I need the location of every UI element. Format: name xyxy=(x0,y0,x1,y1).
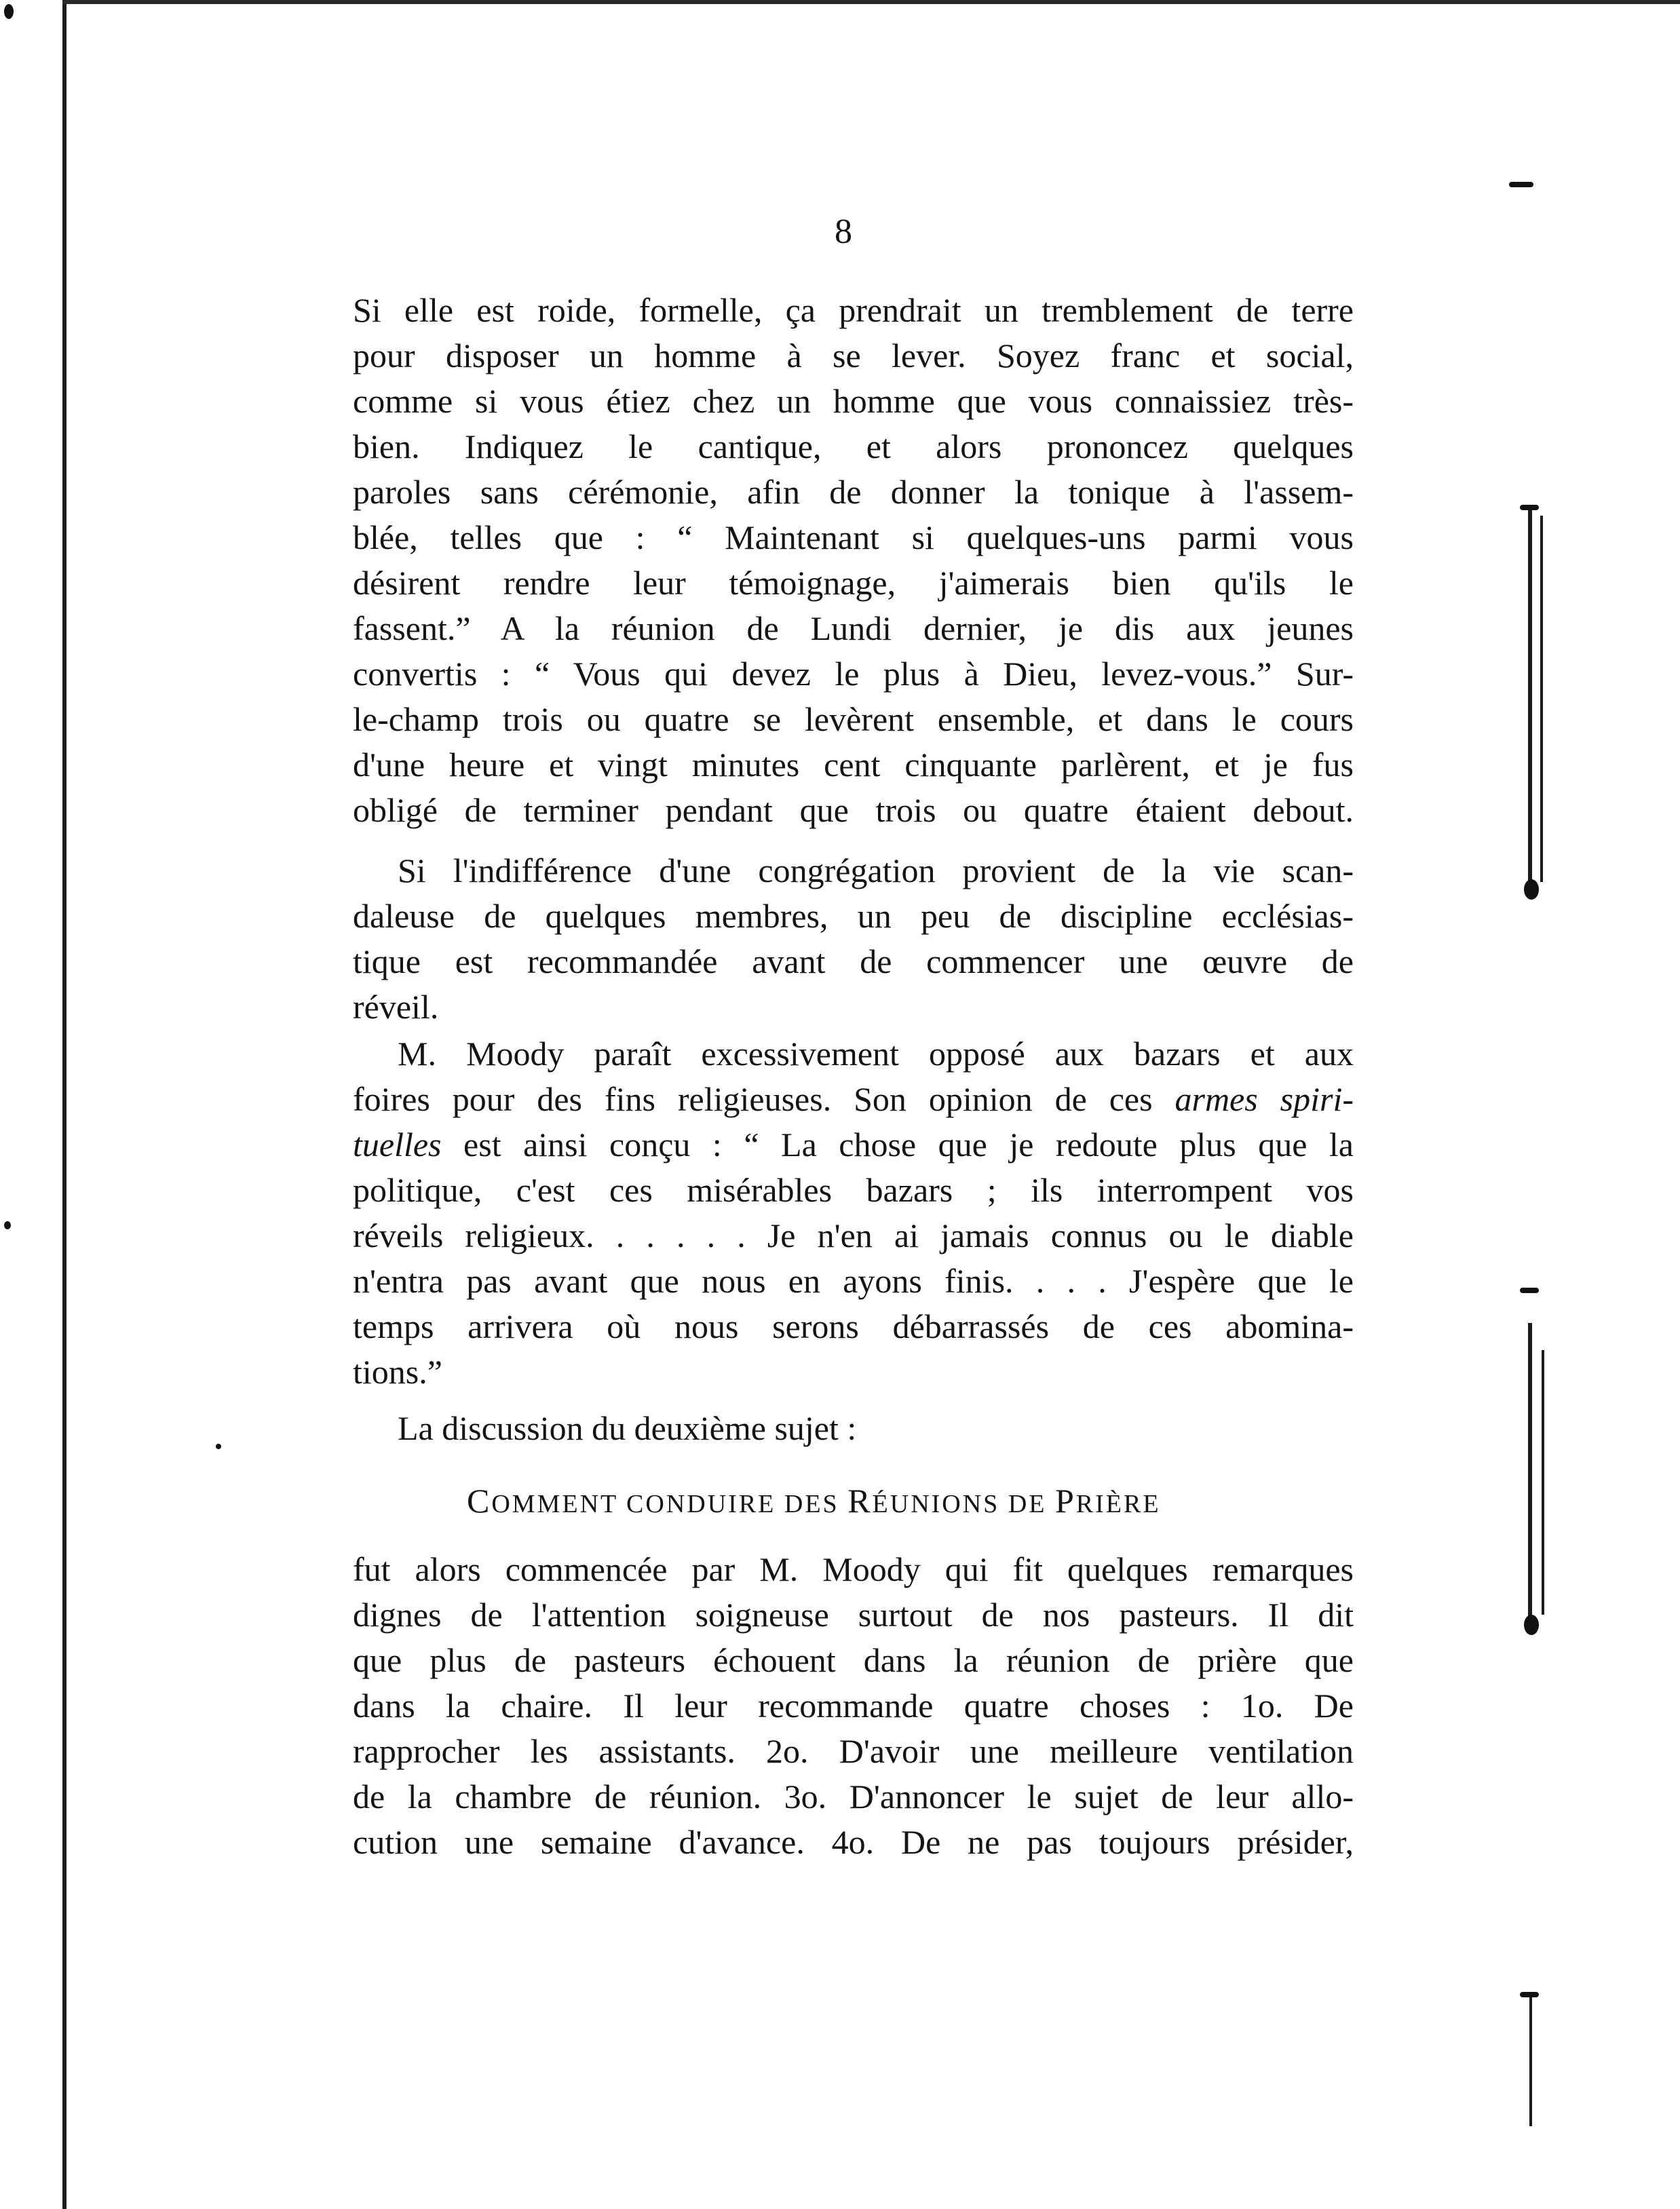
text-line: La discussion du deuxième sujet : xyxy=(398,1409,857,1447)
paragraph-5 xyxy=(353,1547,1354,1865)
heading-text: RIÈRE xyxy=(1075,1490,1161,1518)
heading-initial: R xyxy=(847,1482,873,1520)
text-line: Si elle est roide, formelle, ça prendrait un tremblement de terre xyxy=(353,291,1354,329)
text-line: n'entra pas avant que nous en ayons finis. . . . J'espère que le xyxy=(353,1262,1354,1300)
heading-text: OMMENT CONDUIRE DES xyxy=(491,1490,848,1518)
heading-initial: P xyxy=(1054,1482,1076,1520)
scan-top-edge xyxy=(62,0,1680,4)
text-line: rapprocher les assistants. 2o. D'avoir une meilleure ventilation xyxy=(353,1732,1354,1770)
page-number: 8 xyxy=(835,212,852,251)
binding-mark xyxy=(1520,1288,1539,1293)
binding-thread xyxy=(1528,510,1532,890)
text-line: d'une heure et vingt minutes cent cinquante parlèrent, et je fus xyxy=(353,746,1354,784)
text-line: bien. Indiquez le cantique, et alors prononcez quelques xyxy=(353,427,1354,465)
italic-phrase: tuelles xyxy=(353,1126,442,1164)
text-line: que plus de pasteurs échouent dans la réunion de prière que xyxy=(353,1641,1354,1679)
text-line: fassent.” A la réunion de Lundi dernier, je dis aux jeunes xyxy=(353,609,1354,647)
text-line: dans la chaire. Il leur recommande quatre choses : 1o. De xyxy=(353,1687,1354,1725)
text-line: cution une semaine d'avance. 4o. De ne pas toujours présider, xyxy=(353,1823,1354,1861)
text-line: blée, telles que : “ Maintenant si quelques-uns parmi vous xyxy=(353,518,1354,556)
text-line: comme si vous étiez chez un homme que vous connaissiez très- xyxy=(353,382,1354,420)
text-run: foires pour des fins religieuses. Son opinion de ces xyxy=(353,1080,1175,1118)
text-line: paroles sans cérémonie, afin de donner la tonique à l'assem- xyxy=(353,473,1354,511)
scan-speck xyxy=(4,4,14,19)
scan-speck xyxy=(216,1444,221,1449)
text-line: réveils religieux. . . . . . Je n'en ai jamais connus ou le diable xyxy=(353,1216,1354,1254)
binding-mark xyxy=(1520,1992,1539,1997)
text-line: convertis : “ Vous qui devez le plus à Dieu, levez-vous.” Sur- xyxy=(353,655,1354,693)
text-line: politique, c'est ces misérables bazars ; ils interrompent vos xyxy=(353,1171,1354,1209)
text-line xyxy=(353,1122,1354,1168)
heading-text: ÉUNIONS DE xyxy=(872,1490,1055,1518)
paragraph-4 xyxy=(353,1406,1354,1451)
text-line: obligé de terminer pendant que trois ou quatre étaient debout. xyxy=(353,791,1354,829)
paragraph-3 xyxy=(353,1031,1354,1395)
scan-left-margin xyxy=(0,0,66,2209)
text-line: Si l'indifférence d'une congrégation provient de la vie scan- xyxy=(398,851,1354,889)
binding-knot xyxy=(1524,1615,1539,1635)
binding-mark xyxy=(1520,505,1539,510)
binding-mark xyxy=(1509,182,1533,187)
text-line: de la chambre de réunion. 3o. D'annoncer le sujet de leur allo- xyxy=(353,1778,1354,1816)
text-line: daleuse de quelques membres, un peu de discipline ecclésias- xyxy=(353,897,1354,935)
section-heading xyxy=(467,1480,1161,1524)
text-line: le-champ trois ou quatre se levèrent ensemble, et dans le cours xyxy=(353,700,1354,738)
text-run: est ainsi conçu : “ La chose que je redoute plus que la xyxy=(441,1126,1354,1164)
paragraph-2 xyxy=(353,848,1354,1030)
text-line: dignes de l'attention soigneuse surtout de nos pasteurs. Il dit xyxy=(353,1596,1354,1634)
text-line xyxy=(353,1077,1354,1122)
text-line: M. Moody paraît excessivement opposé aux bazars et aux xyxy=(398,1035,1354,1073)
heading-initial: C xyxy=(467,1482,492,1520)
text-line: temps arrivera où nous serons débarrassés de ces abomina- xyxy=(353,1307,1354,1345)
text-line: fut alors commencée par M. Moody qui fit quelques remarques xyxy=(353,1550,1354,1588)
binding-thread xyxy=(1528,1323,1532,1621)
binding-knot xyxy=(1524,879,1539,900)
binding-thread xyxy=(1542,1350,1544,1615)
binding-thread xyxy=(1529,1997,1532,2126)
scan-speck xyxy=(4,1221,11,1229)
paragraph-1 xyxy=(353,288,1354,833)
text-line: réveil. xyxy=(353,988,439,1026)
text-line: pour disposer un homme à se lever. Soyez franc et social, xyxy=(353,337,1354,374)
text-line: tique est recommandée avant de commencer une œuvre de xyxy=(353,942,1354,980)
italic-phrase: armes spiri- xyxy=(1175,1080,1354,1118)
text-line: tions.” xyxy=(353,1353,442,1391)
binding-thread xyxy=(1540,516,1543,882)
text-line: désirent rendre leur témoignage, j'aimerais bien qu'ils le xyxy=(353,564,1354,602)
